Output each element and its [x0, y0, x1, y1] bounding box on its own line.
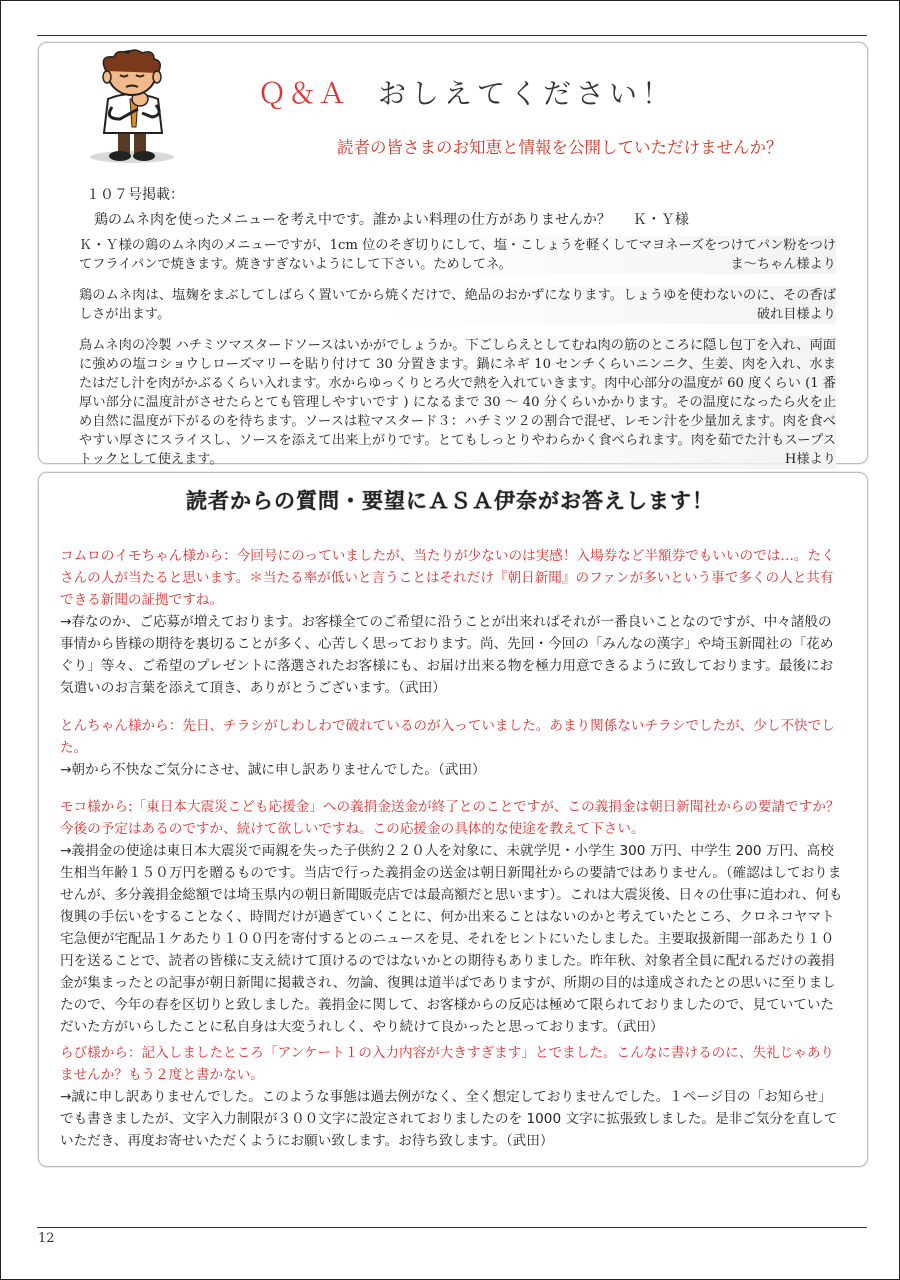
- question-text: [94, 209, 834, 229]
- reader-question-1: コムロのイモちゃん様から：今回号にのっていましたが、当たりが少ないのは実感！入場券など半額券でもいいのでは…。たくさんの人が当たると思います。＊当たる率が低いと言うことはそれだけ『朝日新聞』のファンが多いという事で多くの人と共有できる新聞の証拠ですね。: [60, 548, 835, 608]
- reader-item-4: [60, 1042, 843, 1152]
- answer-1-text: Ｋ・Ｙ様の鶏のムネ肉のメニューですが、1cm 位のそぎ切りにして、塩・こしょうを軽くしてマヨネーズをつけてパン粉をつけてフライパンで焼きます。焼きすぎないようにして下さい。ためしてネ。: [79, 238, 836, 272]
- question-body: 鶏のムネ肉を使ったメニューを考え中です。誰かよい料理の仕方がありませんか？: [94, 212, 611, 228]
- reader-item-2: [60, 715, 843, 781]
- page-number: 12: [38, 1231, 55, 1246]
- answer-3-text: 鳥ムネ肉の冷製 ハチミツマスタードソースはいかがでしょうか。下ごしらえとしてむね肉の筋のところに隠し包丁を入れ、両面に強めの塩コショウしローズマリーを貼り付けて 30 分置きます。鍋にネギ 10 センチくらいニンニク、生姜、肉を入れ、水またはだし汁を肉がかぶるくらい入れます。水からゆっくりとろ火で熱を入れていきます。肉中心部分の温度が 60 度くらい (1 番厚い部分に温度計がさせたらとても管理しやすいです ) になるまで 30 〜 40 分くらいかかります。その温度になったら火を止め自然に温度が下がるのを待ちます。ソースは粒マスタード３：ハチミツ２の割合で混ぜ、レモン汁を少量加えます。肉を食べやすい厚さにスライスし、ソースを添えて出来上がりです。とてもしっとりやわらかく食べられます。肉を茹でた汁もスープストックとして使えます。: [79, 338, 836, 467]
- answer-1: [79, 236, 836, 274]
- top-rule: [37, 35, 867, 36]
- qa-title: [258, 72, 675, 112]
- issue-label: １０７号掲載：: [86, 187, 184, 203]
- reader-item-1: [60, 545, 843, 699]
- bottom-rule: [37, 1227, 867, 1228]
- readers-heading: 読者からの質問・要望にＡＳＡ伊奈がお答えします！: [186, 489, 714, 513]
- reader-question-2: とんちゃん様から：先日、チラシがしわしわで破れているのが入っていました。あまり関係ないチラシでしたが、少し不快でした。: [60, 718, 835, 756]
- reader-response-2: →朝から不快なご気分にさせ、誠に申し訳ありませんでした。（武田）: [60, 762, 486, 778]
- answer-1-signature: ま〜ちゃん様より: [730, 257, 836, 272]
- qa-subtitle: 読者の皆さまのお知恵と情報を公開していただけませんか？: [337, 138, 783, 157]
- question-name: Ｋ・Ｙ様: [632, 212, 689, 228]
- thinking-man-icon: [68, 47, 198, 165]
- reader-question-3: モコ様から:「東日本大震災こども応援金」への義捐金送金が終了とのことですが、この義捐金は朝日新聞社からの要請ですか？今後の予定はあるのですか、続けて欲しいですね。この応援金の具体的な使途を教えて下さい。: [60, 799, 840, 837]
- answer-3-signature: H様より: [784, 452, 836, 467]
- reader-response-3: →義捐金の使途は東日本大震災で両親を失った子供約２２０人を対象に、未就学児・小学生 300 万円、中学生 200 万円、高校生相当年齢１５０万円を贈るものです。当店で行った義捐金の送金は朝日新聞社からの要請ではありません。（確認はしておりませんが、多分義捐金総額では埼玉県内の朝日新聞販売店では最高額だと思います）。これは大震災後、日々の仕事に追われ、何も復興の手伝いをすることなく、時間だけが過ぎていくことに、何か出来ることはないのかと考えていたところ、クロネコヤマト宅急便が宅配品１ケあたり１００円を寄付するとのニュースを見、それをヒントにいたしました。主要取扱新聞一部あたり１０円を送ることで、読者の皆様に支え続けて頂けるのではないかとの期待もありました。昨年秋、対象者全員に配れるだけの義捐金が集まったとの記事が朝日新聞に掲載され、勿論、復興は道半ばでありますが、所期の目的は達成されたとの思いに至りましたので、今年の春を区切りと致しました。義捐金に関して、お客様からの反応は極めて限られておりましたので、見ていていただいた方がいらしたことに私自身は大変うれしく、やり続けて良かったと思っております。（武田）: [60, 843, 843, 1035]
- reader-response-4: →誠に申し訳ありませんでした。このような事態は過去例がなく、全く想定しておりませんでした。１ページ目の「お知らせ」でも書きましたが、文字入力制限が３００文字に設定されておりましたのを 1000 文字に拡張致しました。是非ご気分を直していただき、再度お寄せいただくようにお願い致します。お待ち致します。（武田）: [60, 1089, 838, 1149]
- answer-3: [79, 336, 836, 469]
- answer-2-text: 鶏のムネ肉は、塩麹をまぶしてしばらく置いてから焼くだけで、絶品のおかずになります。しょうゆを使わないのに、その香ばしさが出ます。: [79, 288, 836, 322]
- reader-item-3: [60, 796, 843, 1038]
- answer-2: [79, 286, 836, 324]
- qa-title-qa: Ｑ＆Ａ: [258, 77, 349, 110]
- reader-question-4: らび様から：記入しましたところ「アンケート１の入力内容が大きすぎます」とでました。こんなに書けるのに、失礼じゃありませんか？もう２度と書かない。: [60, 1045, 835, 1083]
- answer-2-signature: 破れ目様より: [756, 307, 836, 322]
- qa-title-ask: おしえてください！: [378, 77, 676, 110]
- reader-response-1: →春なのか、ご応募が増えております。お客様全てのご希望に沿うことが出来ればそれが一番良いことなのですが、中々諸般の事情から皆様の期待を裏切ることが多く、心苦しく思っております。尚、先回・今回の「みんなの漢字」や埼玉新聞社の「花めぐり」等々、ご希望のプレゼントに落選されたお客様にも、お届け出来る物を極力用意できるように致しております。最後にお気遣いのお言葉を添えて頂き、ありがとうございます。（武田）: [60, 614, 834, 696]
